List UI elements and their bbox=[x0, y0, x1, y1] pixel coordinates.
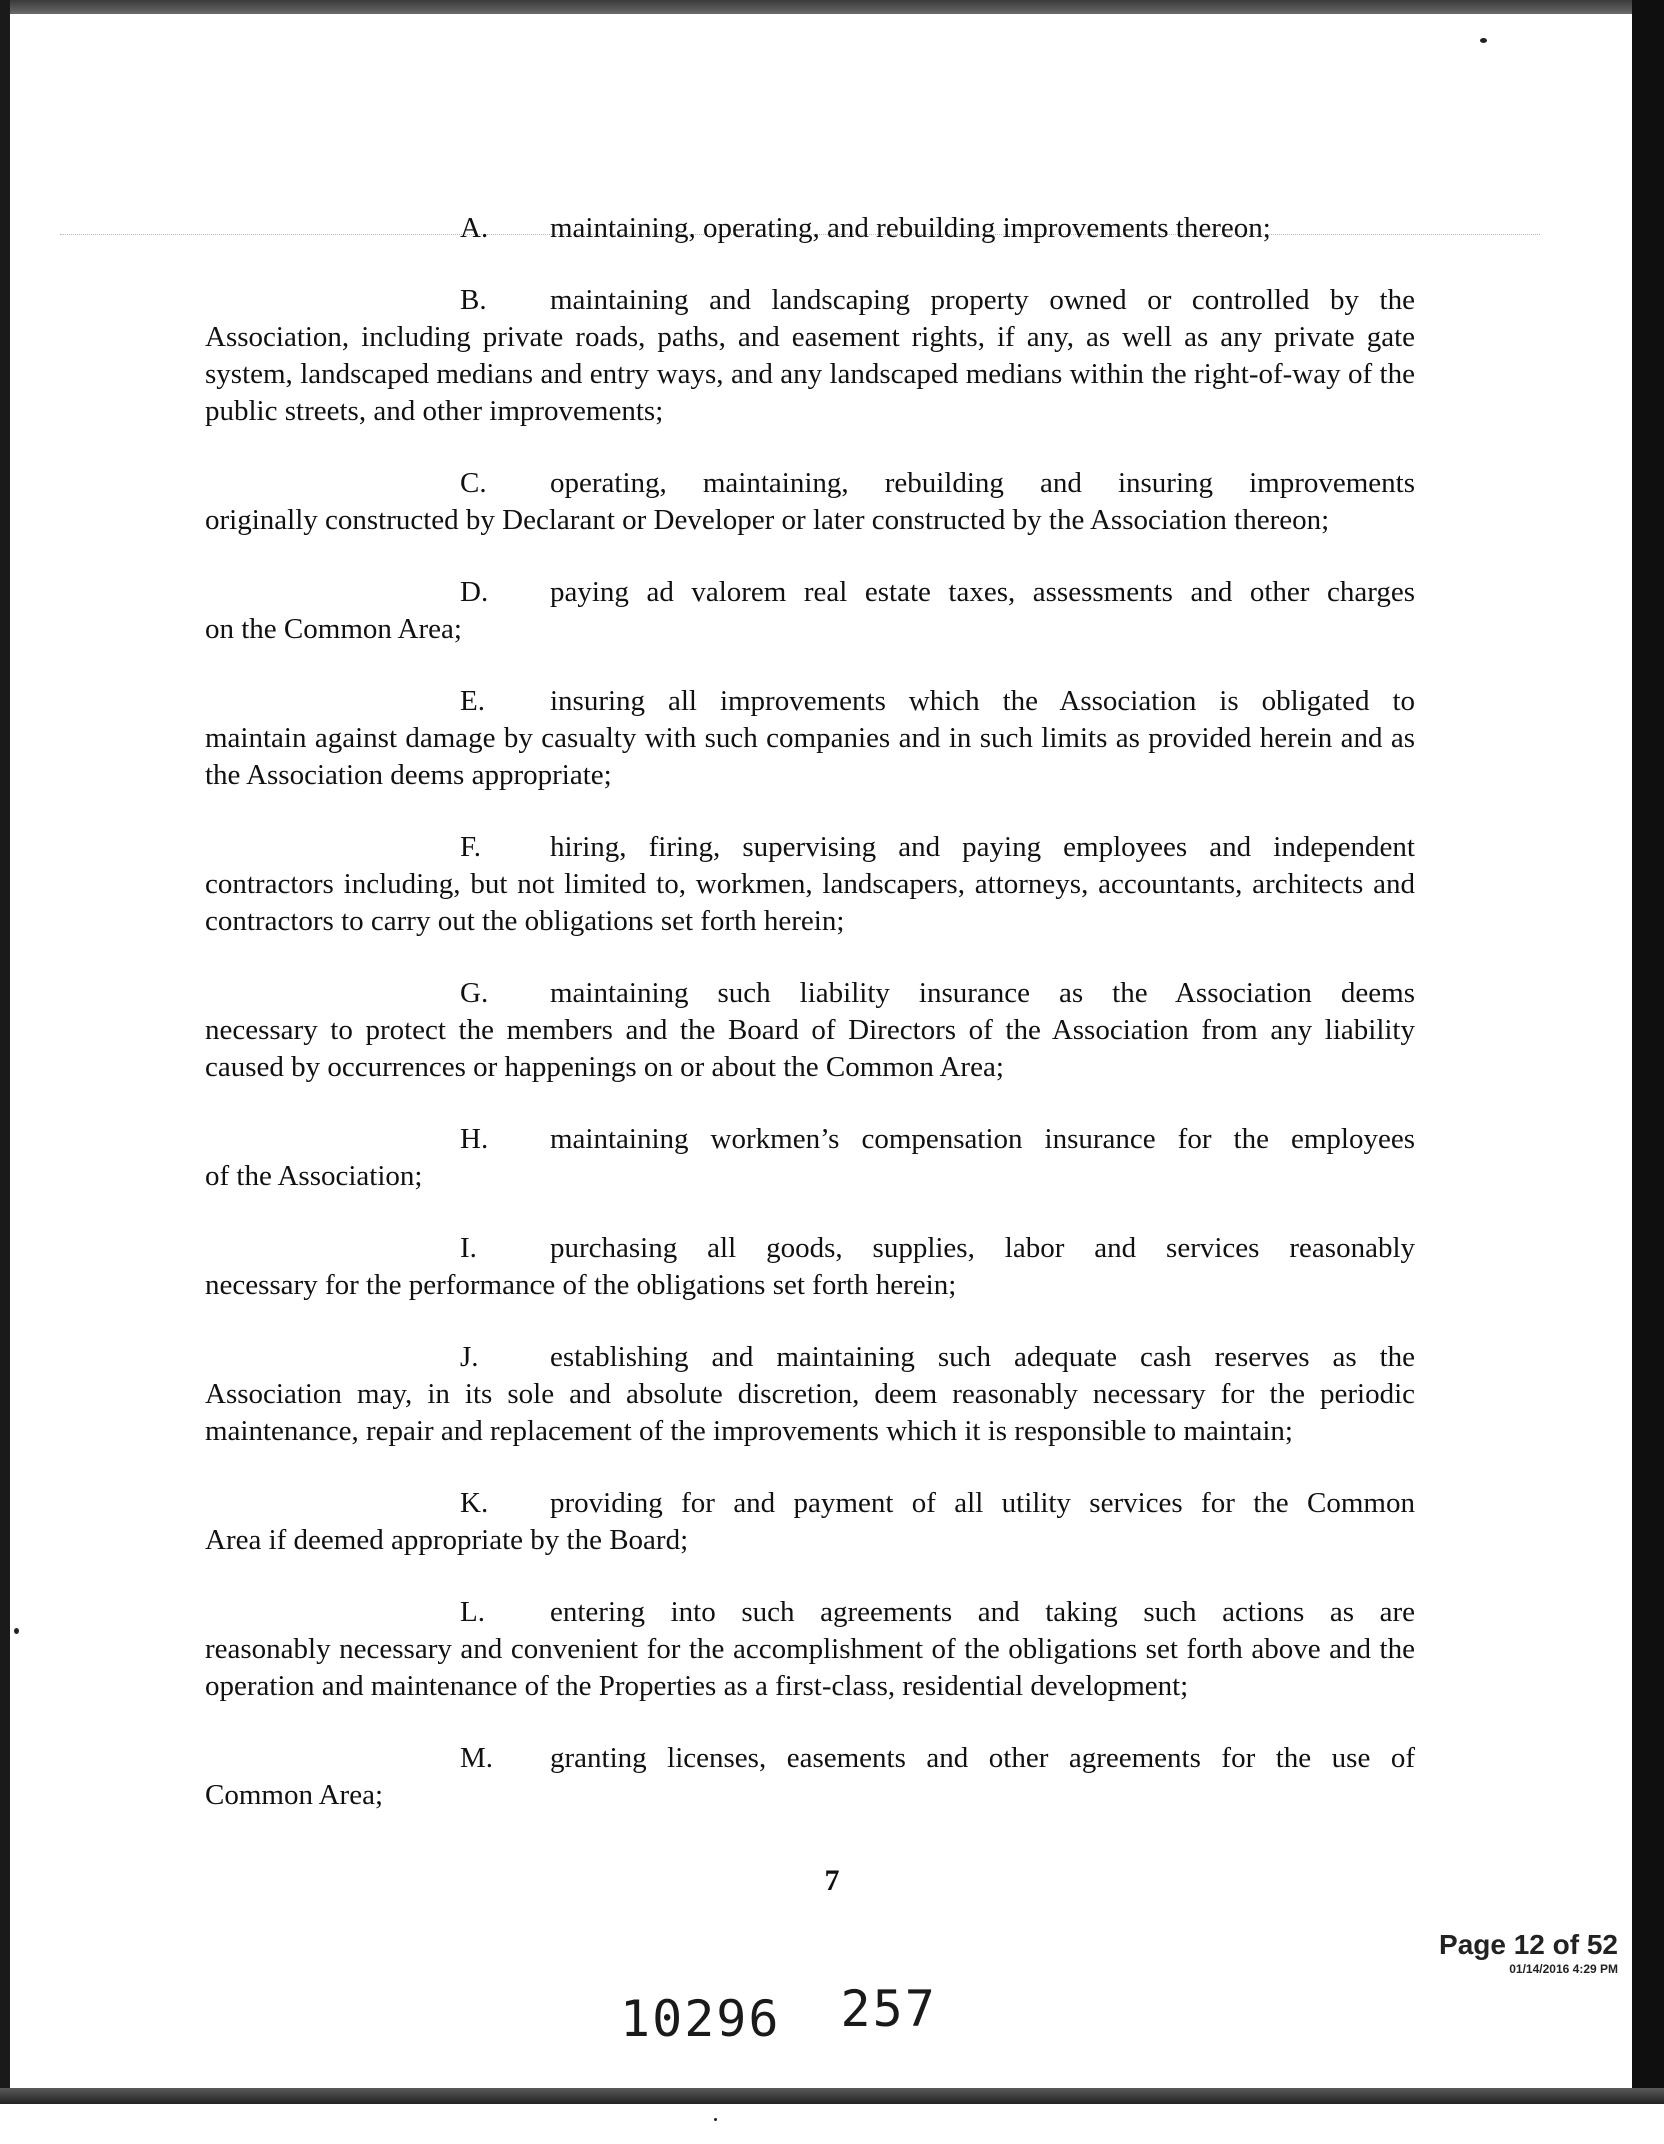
document-body bbox=[205, 210, 1415, 1849]
list-item-first-line bbox=[205, 683, 1415, 720]
list-item-text: maintaining workmen’s compensation insurance for the employees bbox=[550, 1123, 1415, 1155]
list-item bbox=[205, 1230, 1415, 1304]
scan-border-bottom bbox=[0, 2088, 1664, 2104]
list-item bbox=[205, 1485, 1415, 1559]
list-item-text: maintaining, operating, and rebuilding improvements thereon; bbox=[550, 212, 1271, 244]
list-item-letter: L. bbox=[460, 1596, 485, 1628]
page-number: 7 bbox=[824, 1864, 840, 1897]
list-item-text: granting licenses, easements and other agreements for the use of bbox=[550, 1742, 1415, 1774]
page-counter bbox=[1439, 1930, 1618, 1976]
list-item-text: insuring all improvements which the Association is obligated to bbox=[550, 685, 1415, 717]
list-item-letter: I. bbox=[460, 1232, 477, 1264]
list-item bbox=[205, 829, 1415, 940]
list-item-first-line bbox=[205, 1594, 1415, 1631]
list-item bbox=[205, 1740, 1415, 1814]
page-counter-label: Page 12 of 52 bbox=[1439, 1929, 1618, 1960]
list-item-letter: H. bbox=[460, 1123, 489, 1155]
list-item-text: establishing and maintaining such adequate cash reserves as the bbox=[550, 1341, 1415, 1373]
scan-speck bbox=[14, 1628, 19, 1634]
scan-border-right bbox=[1632, 0, 1664, 2104]
list-item-continuation: on the Common Area; bbox=[205, 613, 462, 645]
list-item-first-line bbox=[205, 465, 1415, 502]
list-item-first-line bbox=[205, 975, 1415, 1012]
list-item-first-line bbox=[205, 282, 1415, 319]
list-item-letter: E. bbox=[460, 685, 485, 717]
list-item-continuation: contractors including, but not limited to, workmen, landscapers, attorneys, accountants, architects and contractors to carry out the obligations set forth herein; bbox=[205, 868, 1415, 937]
list-item-continuation: necessary for the performance of the obligations set forth herein; bbox=[205, 1269, 957, 1301]
list-item-continuation: Association may, in its sole and absolute discretion, deem reasonably necessary for the periodic maintenance, repair and replacement of the improvements which it is responsible to maintain; bbox=[205, 1378, 1415, 1447]
list-item-continuation: originally constructed by Declarant or Developer or later constructed by the Association thereon; bbox=[205, 504, 1330, 536]
list-item bbox=[205, 210, 1415, 247]
list-item-first-line bbox=[205, 1485, 1415, 1522]
list-item-letter: M. bbox=[460, 1742, 494, 1774]
list-item-continuation: Area if deemed appropriate by the Board; bbox=[205, 1524, 689, 1556]
list-item bbox=[205, 465, 1415, 539]
list-item-text: entering into such agreements and taking such actions as are bbox=[550, 1596, 1415, 1628]
list-item-letter: A. bbox=[460, 212, 489, 244]
list-item-text: hiring, firing, supervising and paying employees and independent bbox=[550, 831, 1415, 863]
list-item-first-line bbox=[205, 1230, 1415, 1267]
list-item-text: maintaining such liability insurance as the Association deems bbox=[550, 977, 1415, 1009]
list-item-text: purchasing all goods, supplies, labor and services reasonably bbox=[550, 1232, 1415, 1264]
list-item-letter: F. bbox=[460, 831, 482, 863]
list-item-continuation: Association, including private roads, paths, and easement rights, if any, as well as any private gate system, landscaped medians and entry ways, and any landscaped medians within the right-of-way of the public streets, and other improvements; bbox=[205, 321, 1415, 427]
list-item-continuation: reasonably necessary and convenient for the accomplishment of the obligations set forth above and the operation and maintenance of the Properties as a first-class, residential development; bbox=[205, 1633, 1415, 1702]
list-item bbox=[205, 574, 1415, 648]
recording-stamp bbox=[620, 1980, 937, 2048]
list-item bbox=[205, 1339, 1415, 1450]
list-item-continuation: maintain against damage by casualty with such companies and in such limits as provided herein and as the Association deems appropriate; bbox=[205, 722, 1415, 791]
list-item-continuation: Common Area; bbox=[205, 1779, 384, 1811]
list-item-first-line bbox=[205, 1121, 1415, 1158]
list-item bbox=[205, 975, 1415, 1086]
list-item-letter: J. bbox=[460, 1341, 479, 1373]
recording-page-number: 257 bbox=[840, 1980, 937, 2038]
list-item-continuation: necessary to protect the members and the Board of Directors of the Association from any liability caused by occurrences or happenings on or about the Common Area; bbox=[205, 1014, 1415, 1083]
list-item-text: maintaining and landscaping property owned or controlled by the bbox=[550, 284, 1415, 316]
scan-speck bbox=[714, 2118, 717, 2121]
scan-speck bbox=[1480, 38, 1487, 43]
scan-border-left bbox=[0, 0, 10, 2104]
list-item bbox=[205, 1121, 1415, 1195]
list-item-text: paying ad valorem real estate taxes, assessments and other charges bbox=[550, 576, 1415, 608]
recording-book-number: 10296 bbox=[620, 1990, 781, 2048]
list-item-first-line bbox=[205, 1740, 1415, 1777]
list-item-text: providing for and payment of all utility services for the Common bbox=[550, 1487, 1415, 1519]
list-item-first-line bbox=[205, 210, 1415, 247]
list-item-text: operating, maintaining, rebuilding and insuring improvements bbox=[550, 467, 1415, 499]
list-item-letter: K. bbox=[460, 1487, 489, 1519]
list-item-first-line bbox=[205, 574, 1415, 611]
list-item-first-line bbox=[205, 829, 1415, 866]
list-item-letter: D. bbox=[460, 576, 489, 608]
list-item-letter: B. bbox=[460, 284, 487, 316]
list-item bbox=[205, 1594, 1415, 1705]
list-item-letter: G. bbox=[460, 977, 489, 1009]
list-item-letter: C. bbox=[460, 467, 487, 499]
list-item-continuation: of the Association; bbox=[205, 1160, 423, 1192]
list-item-first-line bbox=[205, 1339, 1415, 1376]
page-counter-timestamp: 01/14/2016 4:29 PM bbox=[1509, 1962, 1618, 1976]
list-item bbox=[205, 282, 1415, 430]
list-item bbox=[205, 683, 1415, 794]
scan-border-top bbox=[0, 0, 1664, 14]
